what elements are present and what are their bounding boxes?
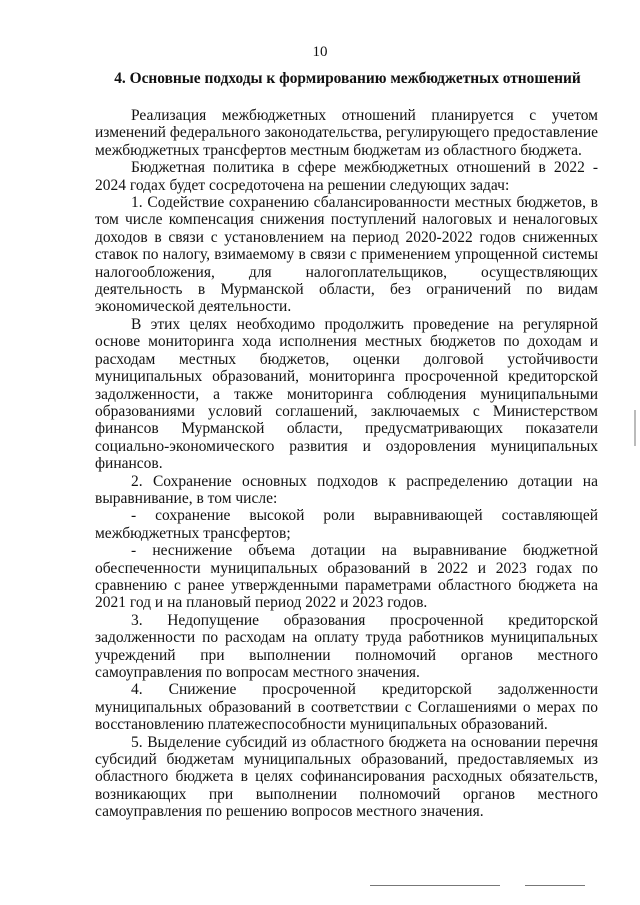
- margin-mark: [634, 410, 636, 446]
- paragraph-task-2: 2. Сохранение основных подходов к распределению дотации на выравнивание, в том числе:: [95, 472, 598, 507]
- paragraph-task-3: 3. Недопущение образования просроченной кредиторской задолженности по расходам на оплату труда работников муниципальных учреждений при выполнении полномочий органов местного самоуправления по вопросам местного значения.: [95, 611, 598, 681]
- paragraph-task-2-dash-2: - неснижение объема дотации на выравнивание бюджетной обеспеченности муниципальных образований в 2022 и 2023 годах по сравнению с ранее утвержденными параметрами областного бюджета на 2021 год и на плановый период 2022 и 2023 годов.: [95, 542, 598, 612]
- paragraph-task-4: 4. Снижение просроченной кредиторской задолженности муниципальных образований в соответствии с Соглашениями о мерах по восстановлению платежеспособности муниципальных образований.: [95, 681, 598, 734]
- page-number: 10: [312, 44, 328, 60]
- paragraph-task-5: 5. Выделение субсидий из областного бюджета на основании перечня субсидий бюджетам муниципальных образований, предоставляемых из областного бюджета в целях софинансирования расходных обязательств, возникающих при выполнении полномочий органов местного самоуправления по решению вопросов местного значения.: [95, 733, 598, 821]
- footer-rule-short: [525, 885, 585, 886]
- footer-rule: [370, 885, 500, 886]
- paragraph-policy: Бюджетная политика в сфере межбюджетных отношений в 2022 - 2024 годах будет сосредоточена на решении следующих задач:: [95, 159, 598, 194]
- paragraph-task-1-details: В этих целях необходимо продолжить проведение на регулярной основе мониторинга хода исполнения местных бюджетов по доходам и расходам местных бюджетов, оценки долговой устойчивости муниципальных образований, мониторинга просроченной кредиторской задолженности, а также мониторинга соблюдения муниципальными образованиями условий соглашений, заключаемых с Министерством финансов Мурманской области, предусматривающих показатели социально-экономического развития и оздоровления муниципальных финансов.: [95, 315, 598, 473]
- document-body: [95, 107, 598, 821]
- paragraph-task-1: 1. Содействие сохранению сбалансированности местных бюджетов, в том числе компенсация снижения поступлений налоговых и неналоговых доходов в связи с установлением на период 2020-2022 годов сниженных ставок по налогу, взимаемому в связи с применением упрощенной системы налогообложения, для налогоплательщиков, осуществляющих деятельность в Мурманской области, без ограничений по видам экономической деятельности.: [95, 194, 598, 316]
- section-heading: 4. Основные подходы к формированию межбюджетных отношений: [114, 70, 581, 87]
- paragraph-task-2-dash-1: - сохранение высокой роли выравнивающей составляющей межбюджетных трансфертов;: [95, 507, 598, 542]
- paragraph-intro: Реализация межбюджетных отношений планируется с учетом изменений федерального законодательства, регулирующего предоставление межбюджетных трансфертов местным бюджетам из областного бюджета.: [95, 107, 598, 159]
